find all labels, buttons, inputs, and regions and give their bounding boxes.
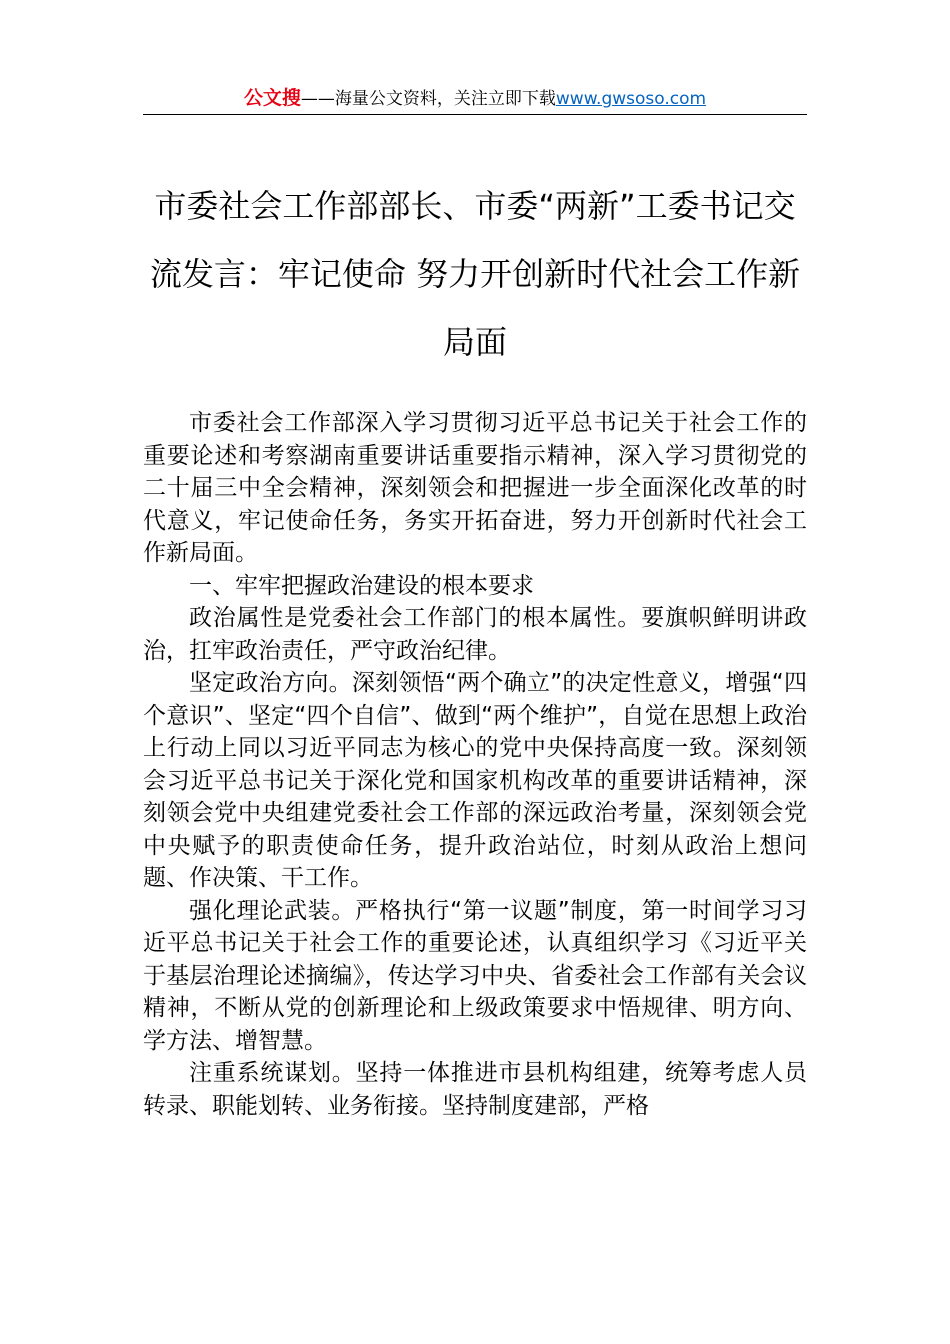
brand-name: 公文搜 — [243, 87, 301, 109]
document-body — [143, 407, 807, 1122]
paragraph-intro: 市委社会工作部深入学习贯彻习近平总书记关于社会工作的重要论述和考察湖南重要讲话重要指示精神，深入学习贯彻党的二十届三中全会精神，深刻领会和把握进一步全面深化改革的时代意义，牢记使命任务，务实开拓奋进，努力开创新时代社会工作新局面。 — [143, 410, 807, 566]
header-tagline: ——海量公文资料，关注立即下载 — [300, 89, 556, 109]
section-heading: 一、牢牢把握政治建设的根本要求 — [189, 572, 534, 599]
website-link[interactable]: www.gwsoso.com — [555, 89, 707, 109]
paragraph: 注重系统谋划。坚持一体推进市县机构组建，统筹考虑人员转录、职能划转、业务衔接。坚持制度建部，严格 — [143, 1060, 807, 1119]
paragraph: 强化理论武装。严格执行“第一议题”制度，第一时间学习习近平总书记关于社会工作的重要论述，认真组织学习《习近平关于基层治理论述摘编》，传达学习中央、省委社会工作部有关会议精神，不断从党的创新理论和上级政策要求中悟规律、明方向、学方法、增智慧。 — [143, 897, 807, 1054]
paragraph: 政治属性是党委社会工作部门的根本属性。要旗帜鲜明讲政治，扛牢政治责任，严守政治纪律。 — [143, 605, 807, 664]
document-title: 市委社会工作部部长、市委“两新”工委书记交流发言：牢记使命 努力开创新时代社会工作新局面 — [149, 187, 801, 361]
document-header — [143, 83, 807, 117]
paragraph: 坚定政治方向。深刻领悟“两个确立”的决定性意义，增强“四个意识”、坚定“四个自信”、做到“两个维护”，自觉在思想上政治上行动上同以习近平同志为核心的党中央保持高度一致。深刻领会习近平总书记关于深化党和国家机构改革的重要讲话精神，深刻领会党中央组建党委社会工作部的深远政治考量，深刻领会党中央赋予的职责使命任务，提升政治站位，时刻从政治上想问题、作决策、干工作。 — [143, 670, 807, 891]
header-divider — [143, 114, 807, 115]
